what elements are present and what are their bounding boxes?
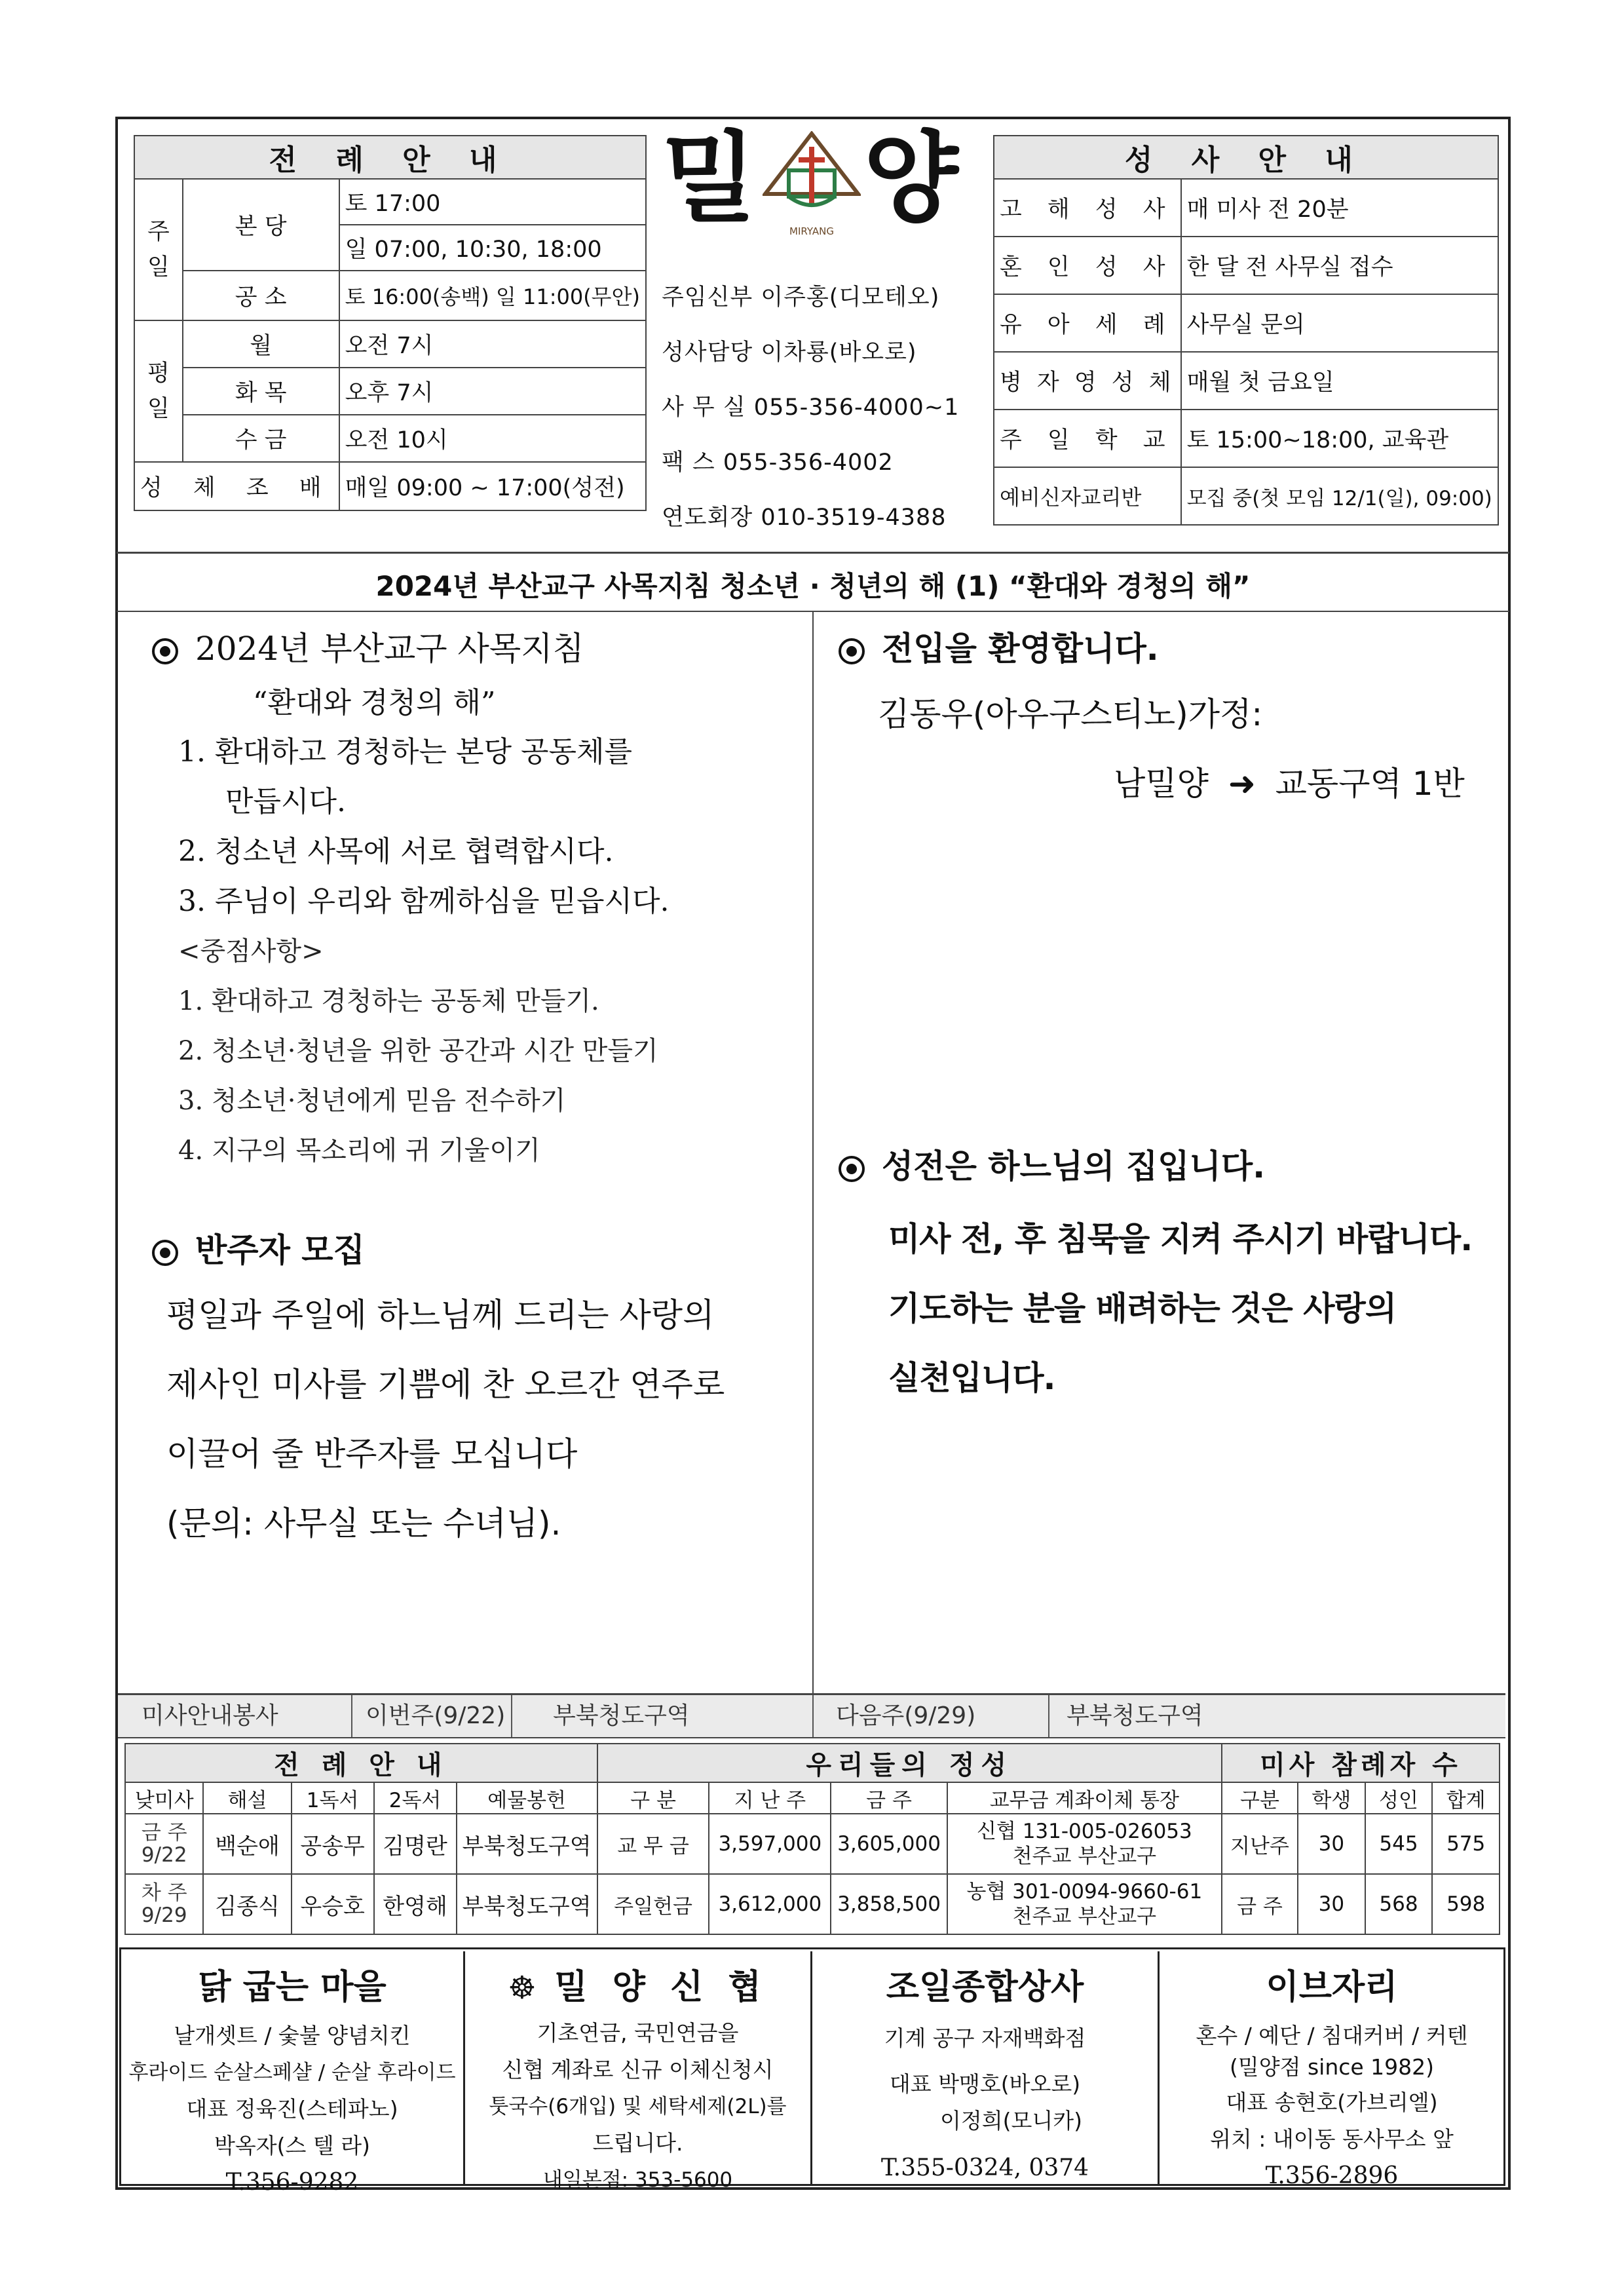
guideline-title: 2024년 부산교구 사목지침 — [195, 630, 584, 668]
welcome-move — [1114, 757, 1465, 810]
attendance-heading: 미사 참례자 수 — [1222, 1744, 1500, 1782]
col-header: 지 난 주 — [709, 1782, 831, 1814]
day-label: 수 금 — [183, 415, 339, 462]
col-header: 구 분 — [597, 1782, 709, 1814]
students-count: 30 — [1298, 1814, 1365, 1874]
main-church-label: 본 당 — [183, 179, 339, 271]
accompanist-title-row — [152, 1224, 365, 1276]
this-week-amount: 3,858,500 — [831, 1874, 947, 1934]
guideline-title-row — [152, 622, 584, 675]
col-header: 교무금 계좌이체 통장 — [947, 1782, 1222, 1814]
ad-line: 위치 : 내이동 동사무소 앞 — [1210, 2126, 1454, 2152]
ad-bedding — [1160, 1951, 1504, 2189]
guide-label: 미사안내봉사 — [142, 1702, 278, 1729]
col-header: 해설 — [203, 1782, 291, 1814]
account-holder: 천주교 부산교구 — [1012, 1905, 1157, 1928]
col-header: 성인 — [1365, 1782, 1433, 1814]
church-logo-icon — [763, 131, 861, 236]
ad-line: 드립니다. — [592, 2130, 683, 2156]
liturgy-table — [134, 135, 647, 511]
adoration-label: 성 체 조 배 — [134, 462, 339, 510]
col-header: 합계 — [1432, 1782, 1500, 1814]
sacrament-label: 고 해 성 사 — [994, 179, 1181, 237]
ad-line: 신협 계좌로 신규 이체신청시 — [502, 2057, 774, 2082]
offering-heading: 우리들의 정성 — [597, 1744, 1222, 1782]
bullet-icon — [839, 638, 865, 664]
welcome-title-row — [839, 622, 1159, 675]
this-week-date: 이번주(9/22) — [366, 1702, 506, 1729]
bullet-icon — [152, 638, 178, 664]
offering-table — [124, 1743, 1500, 1935]
ad-phone: T.355-0324, 0374 — [880, 2154, 1089, 2181]
priest-line: 성사담당 이차룡(바오로) — [662, 339, 917, 366]
ad-title-row — [465, 1959, 810, 2008]
mass-time: 토 16:00(송백) 일 11:00(무안) — [339, 271, 646, 320]
adoration-time: 매일 09:00 ~ 17:00(성전) — [339, 462, 646, 510]
ad-chicken — [121, 1951, 465, 2196]
arrow-right-icon: ➜ — [1228, 765, 1256, 803]
guideline-item: 만듭시다. — [225, 785, 347, 818]
ad-line: (밀양점 since 1982) — [1229, 2054, 1435, 2080]
reading1: 우승호 — [292, 1874, 374, 1934]
to-district: 교동구역 1반 — [1275, 765, 1465, 803]
focus-list — [178, 927, 658, 1176]
day-label: 화 목 — [183, 368, 339, 415]
ad-title: 밀 양 신 협 — [554, 1968, 768, 2007]
focus-item: 1. 환대하고 경청하는 공동체 만들기. — [178, 986, 599, 1016]
col-header: 금 주 — [831, 1782, 947, 1814]
text-line: (문의: 사무실 또는 수녀님). — [166, 1504, 561, 1542]
focus-item: 3. 청소년·청년에게 믿음 전수하기 — [178, 1086, 566, 1116]
sacrament-value: 토 15:00~18:00, 교육관 — [1181, 410, 1498, 467]
table-row — [125, 1874, 1500, 1934]
week-cell — [125, 1874, 203, 1934]
sacrament-value: 매 미사 전 20분 — [1181, 179, 1498, 237]
mass-time: 일 07:00, 10:30, 18:00 — [339, 225, 646, 271]
divider — [812, 1695, 814, 1737]
sacrament-label: 주 일 학 교 — [994, 410, 1181, 467]
council-phone: 연도회장 010-3519-4388 — [662, 505, 947, 531]
office-phone: 사 무 실 055-356-4000~1 — [662, 394, 960, 421]
sacrament-value: 매월 첫 금요일 — [1181, 352, 1498, 410]
sunday-label: 주일 — [134, 179, 183, 320]
title-yang: 양 — [863, 122, 958, 236]
mission-label: 공 소 — [183, 271, 339, 320]
total-count: 575 — [1432, 1814, 1500, 1874]
mass-time: 오전 7시 — [339, 320, 646, 368]
attendance-label: 금 주 — [1222, 1874, 1298, 1934]
church-text — [888, 1204, 1472, 1413]
next-week-group: 부북청도구역 — [1067, 1702, 1203, 1729]
this-week-amount: 3,605,000 — [831, 1814, 947, 1874]
week-label: 차 주 — [141, 1881, 187, 1905]
col-header: 1독서 — [292, 1782, 374, 1814]
pastor-line: 주임신부 이주홍(디모테오) — [662, 284, 940, 311]
offering-category: 교 무 금 — [597, 1814, 709, 1874]
text-line: 미사 전, 후 침묵을 지켜 주시기 바랍니다. — [888, 1220, 1473, 1258]
focus-heading: <중점사항> — [178, 936, 324, 966]
account-cell — [947, 1874, 1222, 1934]
ad-title: 닭 굽는 마을 — [198, 1968, 387, 2007]
sacrament-label: 혼 인 성 사 — [994, 237, 1181, 294]
guide-bar — [118, 1693, 1505, 1738]
ad-line: 혼수 / 예단 / 침대커버 / 커텐 — [1196, 2023, 1468, 2048]
ad-line: 툿국수(6개입) 및 세탁세제(2L)를 — [489, 2095, 787, 2118]
mass-time: 오후 7시 — [339, 368, 646, 415]
col-header: 구분 — [1222, 1782, 1298, 1814]
day-label: 월 — [183, 320, 339, 368]
sacrament-value: 모집 중(첫 모임 12/1(일), 09:00) — [1181, 467, 1498, 525]
welcome-name: 김동우(아우구스티노)가정: — [878, 695, 1263, 733]
week-label: 금 주 — [141, 1821, 187, 1845]
offertory: 부북청도구역 — [457, 1814, 597, 1874]
reading1: 공송무 — [292, 1814, 374, 1874]
column-divider — [812, 612, 814, 1693]
church-title: 성전은 하느님의 집입니다. — [882, 1147, 1266, 1185]
this-week-group: 부북청도구역 — [553, 1702, 690, 1729]
week-date: 9/22 — [141, 1843, 187, 1867]
ad-line: 이정희(모니카) — [939, 2108, 1083, 2133]
logo-text: MIRYANG — [789, 225, 834, 237]
sacrament-label: 유 아 세 례 — [994, 294, 1181, 352]
focus-item: 4. 지구의 목소리에 귀 기울이기 — [178, 1136, 540, 1166]
ad-line: 날개셋트 / 숯불 양념치킨 — [174, 2023, 411, 2048]
credit-union-logo-icon: ☸ — [508, 1970, 537, 2006]
col-header: 낮미사 — [125, 1782, 203, 1814]
liturgy-heading: 전 례 안 내 — [134, 136, 646, 179]
text-line: 기도하는 분을 배려하는 것은 사랑의 — [888, 1290, 1397, 1328]
guideline-item: 1. 환대하고 경청하는 본당 공동체를 — [178, 735, 632, 769]
sacraments-table — [993, 135, 1499, 526]
account-number: 농협 301-0094-9660-61 — [966, 1880, 1203, 1904]
ad-line: 대표 박맹호(바오로) — [889, 2071, 1081, 2097]
week-date: 9/29 — [141, 1904, 187, 1927]
mass-time: 토 17:00 — [339, 179, 646, 225]
sacrament-label: 병 자 영 성 체 — [994, 352, 1181, 410]
offering-category: 주일헌금 — [597, 1874, 709, 1934]
guideline-list — [178, 727, 669, 927]
ad-line: 기초연금, 국민연금을 — [537, 2020, 739, 2046]
welcome-title: 전입을 환영합니다. — [882, 630, 1159, 668]
account-number: 신협 131-005-026053 — [976, 1820, 1192, 1843]
ad-line: 박옥자(스 텔 라) — [214, 2133, 370, 2158]
commentary: 김종식 — [203, 1874, 291, 1934]
divider — [117, 552, 1509, 554]
mass-time: 오전 10시 — [339, 415, 646, 462]
text-line: 이끌어 줄 반주자를 모십니다 — [166, 1435, 578, 1473]
text-line: 제사인 미사를 기쁨에 찬 오르간 연주로 — [166, 1366, 725, 1404]
ad-title: 이브자리 — [1266, 1968, 1398, 2007]
last-week-amount: 3,612,000 — [709, 1874, 831, 1934]
account-holder: 천주교 부산교구 — [1012, 1845, 1157, 1868]
ad-phone: 내일본점: 353-5600 — [542, 2168, 733, 2192]
ad-line: 대표 송현호(가브리엘) — [1226, 2090, 1438, 2115]
last-week-amount: 3,597,000 — [709, 1814, 831, 1874]
adults-count: 545 — [1365, 1814, 1433, 1874]
ad-line: 후라이드 순살스페샬 / 순살 후라이드 — [128, 2061, 456, 2084]
text-line: 평일과 주일에 하느님께 드리는 사랑의 — [166, 1296, 715, 1334]
attendance-label: 지난주 — [1222, 1814, 1298, 1874]
week-cell — [125, 1814, 203, 1874]
ad-credit-union — [465, 1951, 812, 2192]
bottom-liturgy-heading: 전 례 안 내 — [125, 1744, 597, 1782]
account-cell — [947, 1814, 1222, 1874]
reading2: 김명란 — [374, 1814, 457, 1874]
banner-title: 2024년 부산교구 사목지침 청소년 · 청년의 해 (1) “환대와 경청의 해” — [375, 570, 1251, 602]
offertory: 부북청도구역 — [457, 1874, 597, 1934]
divider — [1048, 1695, 1049, 1737]
ad-line: 대표 정육진(스테파노) — [186, 2096, 398, 2122]
ad-phone: T.356-9282 — [225, 2169, 359, 2196]
commentary: 백순애 — [203, 1814, 291, 1874]
guideline-subtitle: “환대와 경청의 해” — [253, 686, 496, 719]
bullet-icon — [839, 1156, 865, 1182]
ad-phone: T.356-2896 — [1265, 2162, 1399, 2189]
adults-count: 568 — [1365, 1874, 1433, 1934]
ad-title: 조일종합상사 — [886, 1968, 1084, 2007]
divider — [351, 1695, 352, 1737]
text-line: 실천입니다. — [888, 1359, 1055, 1397]
col-header: 학생 — [1298, 1782, 1365, 1814]
from-district: 남밀양 — [1114, 765, 1209, 803]
reading2: 한영해 — [374, 1874, 457, 1934]
divider — [511, 1695, 512, 1737]
total-count: 598 — [1432, 1874, 1500, 1934]
contact-block — [662, 270, 959, 545]
students-count: 30 — [1298, 1874, 1365, 1934]
bullet-icon — [152, 1240, 178, 1266]
table-row — [125, 1814, 1500, 1874]
col-header: 2독서 — [374, 1782, 457, 1814]
ad-hardware — [812, 1951, 1160, 2185]
focus-item: 2. 청소년·청년을 위한 공간과 시간 만들기 — [178, 1036, 658, 1066]
sacrament-value: 한 달 전 사무실 접수 — [1181, 237, 1498, 294]
title-mil: 밀 — [662, 122, 757, 236]
ad-line: 기계 공구 자재백화점 — [884, 2025, 1086, 2051]
weekday-label: 평일 — [134, 320, 183, 462]
accompanist-title: 반주자 모집 — [195, 1231, 365, 1269]
next-week-date: 다음주(9/29) — [836, 1702, 976, 1729]
guideline-item: 3. 주님이 우리와 함께하심을 믿읍시다. — [178, 885, 670, 918]
col-header: 예물봉헌 — [457, 1782, 597, 1814]
fax-number: 팩 스 055-356-4002 — [662, 450, 894, 476]
church-title-row — [839, 1140, 1265, 1193]
guideline-item: 2. 청소년 사목에 서로 협력합시다. — [178, 835, 614, 868]
sacrament-value: 사무실 문의 — [1181, 294, 1498, 352]
sacraments-heading: 성 사 안 내 — [994, 136, 1498, 179]
sacrament-label: 예비신자교리반 — [994, 467, 1181, 525]
accompanist-text — [166, 1280, 725, 1558]
